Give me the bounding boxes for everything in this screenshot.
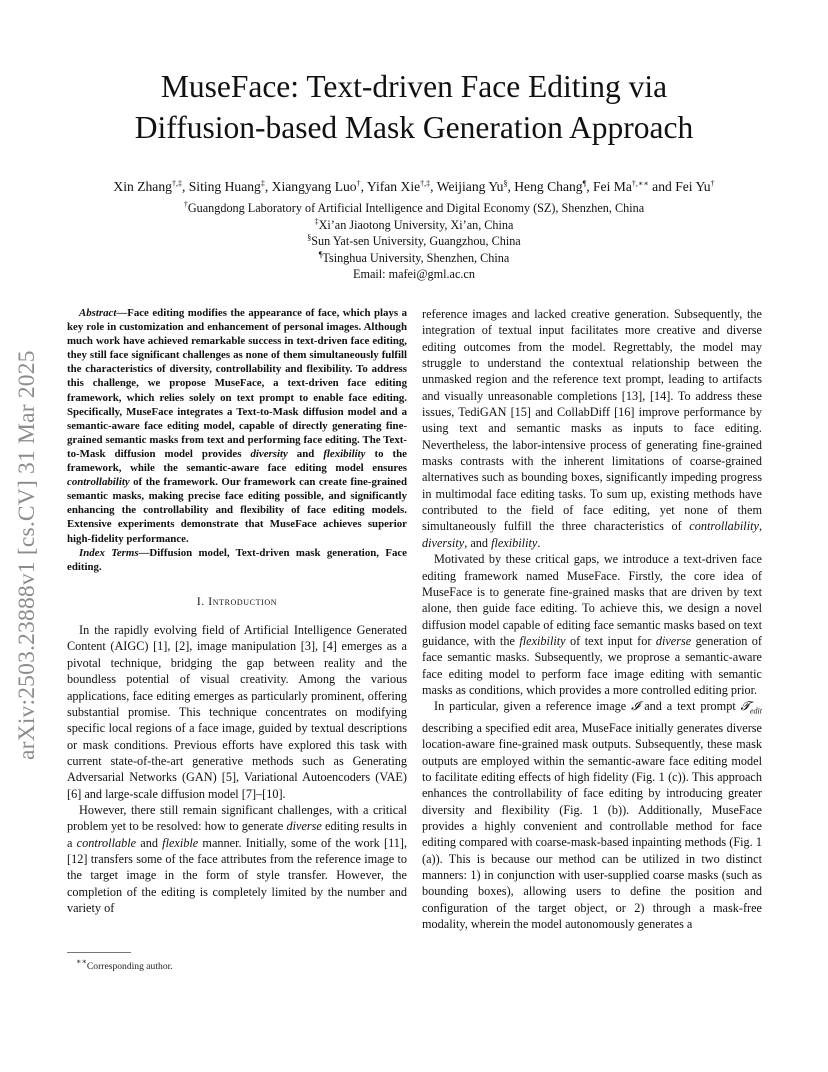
emphasis: flexibility — [491, 535, 538, 550]
paper-title — [0, 66, 828, 148]
emphasis: controllability — [689, 519, 759, 534]
abstract-emphasis: flexibility — [323, 447, 366, 460]
author-name: Yifan Xie — [366, 179, 421, 194]
paragraph-text: , — [758, 519, 762, 534]
affiliation-mark: ¶ — [318, 249, 323, 259]
affiliation-text: Sun Yat-sen University, Guangzhou, China — [311, 234, 521, 249]
author-list — [0, 178, 828, 195]
intro-paragraph-5 — [422, 698, 762, 932]
index-terms-label: Index Terms — [79, 546, 139, 559]
author-name: Heng Chang — [514, 179, 583, 194]
paragraph-text: However, there still remain significant challenges, with a critical problem yet to be resolved: how to generate — [67, 802, 407, 834]
section-heading — [67, 594, 407, 610]
author-affil-mark: § — [503, 179, 508, 188]
affiliation-list — [0, 200, 828, 283]
footnote-text: Corresponding author. — [86, 961, 173, 972]
emphasis: controllable — [76, 835, 137, 850]
paragraph-text: describing a specified edit area, MuseFace initially generates diverse location-aware fine-grained mask outputs. Subsequently, these mask outputs are employed within the semantic-aware face editing model to facilitate editing effects of high fidelity (Fig. 1 (c)). This approach enhances the controllability of face editing by introducing greater diversity and flexibility (Fig. 1 (b)). Additionally, MuseFace provides a highly convenient and controllable method for face editing compared with coarse-mask-based inpainting methods (Fig. 1 (a)). This is because our method can be utilized in two distinct manners: 1) in conjunction with user-supplied coarse masks (such as bounding boxes), allowing users to define the position and configuration of the target object, or 2) through a mask-free modality, wherein the model autonomously generates a — [422, 721, 762, 932]
abstract-emphasis: diversity — [250, 447, 288, 460]
author-name: Fei Ma — [593, 179, 632, 194]
paragraph-text: In particular, given a reference image — [434, 699, 632, 714]
affiliation — [0, 200, 828, 217]
title-line-2: Diffusion-based Mask Generation Approach — [134, 110, 694, 145]
paragraph-text: manner. Initially, some of the work [11], [12] transfers some of the face attributes from the reference image to the target image in the form of style transfer. However, the completion of the editing is completely limited by the number and variety of — [67, 835, 408, 915]
author-name: Weijiang Yu — [436, 179, 504, 194]
abstract-text: and — [287, 447, 324, 460]
intro-paragraph-2 — [67, 802, 407, 916]
email — [0, 266, 828, 283]
index-terms-dash: — — [138, 546, 150, 559]
affiliation — [0, 250, 828, 267]
affiliation-mark: † — [183, 200, 188, 209]
affiliation-mark: ‡ — [314, 216, 319, 226]
affiliation-text: Tsinghua University, Shenzhen, China — [322, 250, 510, 265]
author-separator: , — [430, 179, 437, 194]
author-affil-mark: † — [710, 179, 715, 188]
math-symbol: 𝓘 — [631, 699, 640, 714]
author-name: Xin Zhang — [113, 179, 172, 194]
abstract-dash: — — [116, 307, 128, 319]
affiliation-text: Guangdong Laboratory of Artificial Intelligence and Digital Economy (SZ), Shenzhen, China — [187, 201, 645, 215]
abstract-emphasis: controllability — [67, 476, 130, 489]
index-terms — [67, 546, 407, 574]
author-affil-mark: †,∗∗ — [631, 179, 649, 188]
email-text[interactable]: Email: mafei@gml.ac.cn — [353, 267, 475, 282]
paragraph-text: reference images and lacked creative generation. Subsequently, the integration of textual input facilitates more creative and diverse editing outcomes from the model. Regrettably, the model may struggle to understand the contextual relationship between the unmasked region and the reference text prompt, leading to artifacts and visually unreasonable completions [13], [14]. To address these issues, TediGAN [15] and CollabDiff [16] improve performance by using text and semantic masks as inputs to face editing. Nevertheless, the labor-intensive process of generating fine-grained masks contrasts with the inherent limitations of coarse-grained alternatives such as bounding boxes, significantly impeding progress in multimodal face editing tasks. To sum up, existing methods have contributed to the field of face editing, yet none of them simultaneously fulfill the three characteristics of — [422, 307, 762, 534]
paragraph-text: . — [537, 535, 541, 550]
affiliation-text: Xi’an Jiaotong University, Xi’an, China — [318, 217, 514, 232]
abstract — [67, 306, 407, 546]
author-separator: , — [181, 179, 189, 194]
affiliation — [0, 233, 828, 250]
math-symbol: 𝓣 — [740, 699, 750, 714]
author-name: Siting Huang — [188, 179, 261, 194]
emphasis: flexibility — [519, 633, 566, 648]
right-column — [422, 306, 762, 933]
footnote — [76, 957, 173, 972]
footnote-divider — [67, 952, 131, 953]
author-name: Fei Yu — [675, 179, 711, 194]
math-subscript: edit — [750, 706, 762, 716]
paragraph-text: , and — [464, 535, 492, 550]
section-title: Introduction — [208, 595, 278, 608]
author-affil-mark: ¶ — [582, 179, 587, 188]
intro-paragraph-3 — [422, 306, 762, 551]
section-number: I. — [196, 595, 205, 608]
paragraph-text: and — [136, 835, 163, 850]
author-separator: , — [264, 179, 272, 194]
emphasis: flexible — [162, 835, 199, 850]
emphasis: diverse — [286, 819, 322, 834]
author-separator: and — [648, 179, 676, 194]
intro-paragraph-1: In the rapidly evolving field of Artificial Intelligence Generated Content (AIGC) [1], [2], image manipulation [3], [4] emerges as a pivotal technique, bridging the gap between reality and the boundless potential of visual creativity. Among the various applications, face editing emerges as particularly prominent, offering substantial promise. This technique concentrates on modifying specific local regions of a face image, guided by textual descriptions or mask conditions. Previous efforts have explored this task with current state-of-the-art generative methods such as Generating Adversarial Networks (GAN) [5], Variational Autoencoders (VAE) [6] and large-scale diffusion model [7]–[10]. — [67, 623, 407, 801]
paragraph-text: and a text prompt — [639, 699, 741, 714]
footnote-mark: ∗∗ — [76, 957, 87, 966]
abstract-label: Abstract — [79, 307, 117, 319]
author-separator: , — [507, 179, 515, 194]
author-affil-mark: †,‡ — [171, 179, 182, 188]
author-affil-mark: † — [356, 179, 361, 188]
paragraph-text: editing results in a — [67, 819, 407, 850]
affiliation — [0, 217, 828, 234]
emphasis: diverse — [655, 633, 692, 648]
arxiv-side-label: arXiv:2503.23888v1 [cs.CV] 31 Mar 2025 — [14, 350, 40, 760]
title-line-1: MuseFace: Text-driven Face Editing via — [160, 69, 668, 104]
abstract-text: of the framework. Our framework can create fine-grained semantic masks, making precise face editing possible, and significantly enhancing the controllability and flexibility of face editing models. Extensive experiments demonstrate that MuseFace achieves superior high-fidelity performance. — [67, 476, 407, 545]
emphasis: diversity — [422, 535, 465, 550]
affiliation-mark: § — [307, 233, 312, 243]
paragraph-text: Motivated by these critical gaps, we introduce a text-driven face editing framework named MuseFace. Firstly, the core idea of MuseFace is to generate fine-grained masks that are driven by text alone, then guide face editing. To achieve this, we design a novel diffusion model capable of editing face semantic masks based on text guidance, with the — [422, 552, 762, 648]
author-separator: , — [586, 179, 593, 194]
author-affil-mark: †,‡ — [420, 179, 431, 188]
intro-paragraph-4 — [422, 551, 762, 698]
abstract-text: to the framework, while the semantic-aware face editing model ensures — [67, 447, 407, 475]
left-column — [67, 306, 407, 916]
author-affil-mark: ‡ — [260, 179, 265, 188]
paragraph-text: of text input for — [565, 633, 656, 648]
index-terms-text: Diffusion model, Text-driven mask generation, Face editing. — [67, 546, 407, 573]
author-separator: , — [360, 179, 367, 194]
paragraph-text: generation of face semantic masks. Subsequently, we proprose a semantic-aware face editing model to perform face image editing with semantic masks as conditions, which provides a more controlled editing prior. — [422, 633, 762, 697]
abstract-text: Face editing modifies the appearance of face, which plays a key role in customization and enhancement of personal images. Although much work have achieved remarkable success in text-driven face editing, they still face significant challenges as none of them simultaneously fulfill the characteristics of diversity, controllability and flexibility. To address this challenge, we propose MuseFace, a text-driven face editing framework, which relies solely on text prompt to enable face editing. Specifically, MuseFace integrates a Text-to-Mask diffusion model and a semantic-aware face editing model, capable of directly generating fine-grained semantic masks from text and performing face editing. The Text-to-Mask diffusion model provides — [67, 307, 407, 460]
author-name: Xiangyang Luo — [271, 179, 357, 194]
